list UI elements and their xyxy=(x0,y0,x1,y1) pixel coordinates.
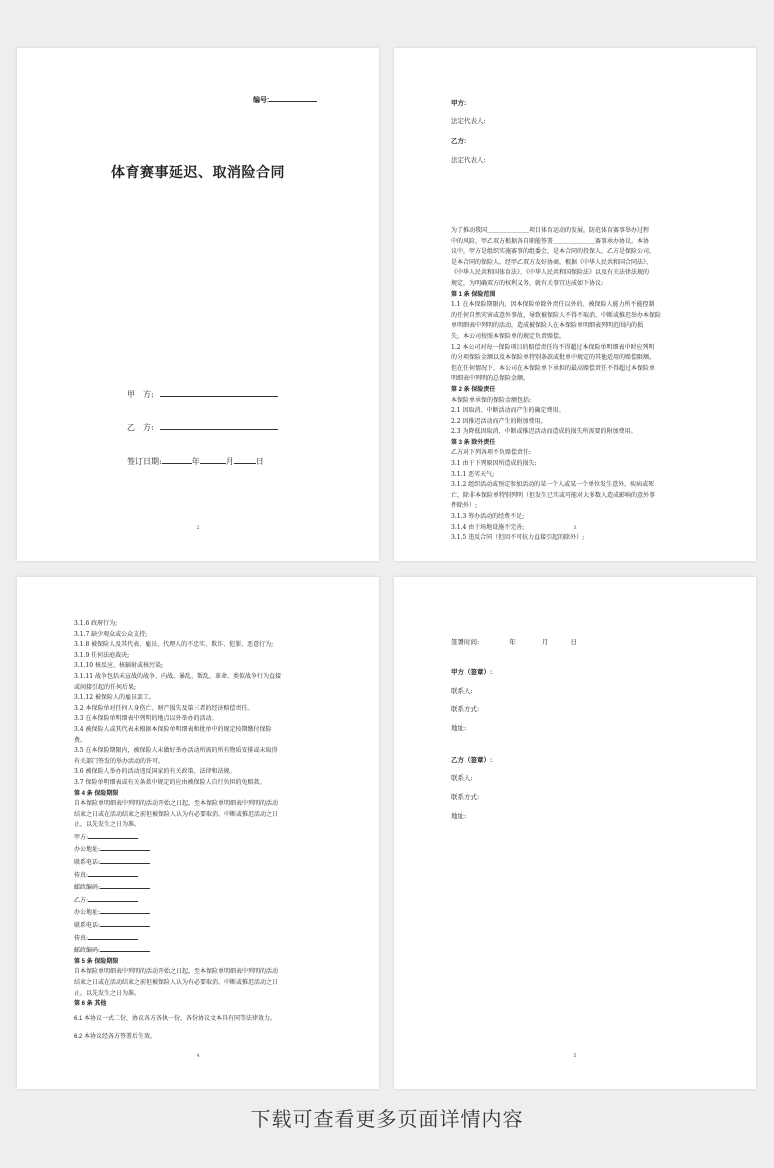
sign-time-field xyxy=(451,637,577,646)
contact-field xyxy=(74,831,364,844)
text-line: 6.1 本协议一式二份，协议各方各执一份，各份协议文本具有同等法律效力。 xyxy=(74,1015,277,1022)
contact-field xyxy=(74,919,364,932)
text-line: 但在任何情况下，本公司在本保险单下承担的最高赔偿责任不得超过本保险单 xyxy=(451,364,656,372)
contact-field xyxy=(74,869,364,882)
field-blank xyxy=(100,919,150,927)
text-line: 亡，除非本保险单特别列明（但发生已实或可能对大多数人造成影响的意外事 xyxy=(451,491,656,499)
contract-title: 体育赛事延迟、取消险合同 xyxy=(111,165,285,181)
contact-field xyxy=(74,894,364,907)
text-line: 3.1.8 被保险人及其代表、雇员、代理人的不忠实、欺诈、犯罪、恶意行为; xyxy=(74,641,274,649)
cover-party-b-blank xyxy=(160,422,278,430)
field-blank xyxy=(88,894,138,902)
text-line: 结束之日或在活动结束之前但被保险人认为有必要取消、中断或推迟活动之日 xyxy=(74,979,279,986)
legal-rep-label: 法定代表人: xyxy=(451,156,486,164)
text-line: 有关部门签发的举办活动的许可。 xyxy=(74,757,165,765)
text-line: 2.1 因取消、中断活动而产生的确定费用。 xyxy=(451,407,565,415)
text-line: 自本保险单明细表中列明的活动开始之日起，至本保险单明细表中列明的活动 xyxy=(74,800,279,808)
cover-sign-date xyxy=(127,456,264,467)
sign-time-label: 签署时间: xyxy=(451,638,480,646)
contact-field xyxy=(74,944,364,957)
contact-label: 联系电话: xyxy=(74,859,101,867)
text-line: 1.1 在本保险期限内，因本保险单除外责任以外的、被保险人能力所不能控制 xyxy=(451,301,655,309)
text-line: 3.6 被保险人举办的活动违反国家的有关政策、法律和法规。 xyxy=(74,768,236,776)
contract-page-4 xyxy=(17,577,379,1089)
text-line: 止，以先发生之日为准。 xyxy=(74,989,141,997)
contact-field xyxy=(74,843,364,856)
text-line: 3.1.3 筹办活动的经费不足; xyxy=(451,513,525,521)
cover-party-a-blank xyxy=(160,389,278,397)
text-line: 本保险单承保的保险金额包括: xyxy=(451,396,532,404)
text-line: 3.4 被保险人或其代表未根据本保险单明细表和批单中的规定按期缴付保险 xyxy=(74,725,272,733)
text-line: 3.1.9 任何法庭裁决; xyxy=(74,651,130,659)
text-line: 《中华人民共和国体育法》、《中华人民共和国保险法》以及有关法律法规的 xyxy=(451,269,650,277)
contract-body-text xyxy=(451,226,741,544)
contact-field xyxy=(74,906,364,919)
text-line: 结束之日或在活动结束之前但被保险人认为有必要取消、中断或推迟活动之日 xyxy=(74,810,279,818)
contract-number-label: 编号: xyxy=(253,97,270,104)
contract-number-field xyxy=(253,94,317,105)
article-heading: 第 4 条 保险期限 xyxy=(74,790,119,797)
text-line: 3.1.6 政府行为; xyxy=(74,620,118,627)
contact-label: 传真: xyxy=(74,871,89,879)
contact-field xyxy=(74,856,364,869)
article-heading: 第 2 条 保险责任 xyxy=(451,386,496,393)
text-line: 3.1.1 恶劣天气; xyxy=(451,470,495,478)
contact-label: 邮政编码: xyxy=(74,884,101,892)
year-label: 年 xyxy=(191,457,200,466)
text-line: 3.1.7 缺少观众或公众支持; xyxy=(74,630,148,638)
text-line: 3.2 本保险单对任何人身伤亡、财产损失及第三者的经济赔偿责任。 xyxy=(74,704,254,712)
field-blank xyxy=(88,831,138,839)
contact-method-label: 联系方式: xyxy=(451,705,480,713)
download-more-banner[interactable]: 下载可查看更多页面详情内容 xyxy=(250,1107,524,1131)
contract-body-text xyxy=(74,619,364,1043)
article-heading: 第 6 条 其他 xyxy=(74,1001,107,1008)
address-label: 地址: xyxy=(451,812,467,820)
contact-label: 邮政编码: xyxy=(74,947,101,955)
page-number: 4 xyxy=(196,1053,200,1059)
text-line: 3.1.12 被保险人的雇员罢工。 xyxy=(74,694,155,702)
text-line: 的任何自然灾害或意外事故，导致被保险人不得不取消、中断或推迟举办本保险 xyxy=(451,311,662,319)
text-line: 3.7 保险单明细表或有关条款中规定的应由被保险人自行负担的免赔款。 xyxy=(74,778,266,786)
text-line: 中的风险，甲乙双方根据各自职能签署＿＿＿＿＿＿＿赛事承办协议。本协 xyxy=(451,237,650,245)
contact-label: 甲方: xyxy=(74,833,89,841)
text-line: 为了推动我国＿＿＿＿＿＿＿项目体育运动的发展，防范体育赛事举办过程 xyxy=(451,227,650,234)
contact-person-label: 联系人: xyxy=(451,687,473,695)
text-line: 的分项保险金额以及本保险单特别条款或批单中规定的其他适用的赔偿限额。 xyxy=(451,354,656,362)
contract-page-3 xyxy=(394,48,756,561)
article-heading: 第 1 条 保险范围 xyxy=(451,291,496,298)
party-b-label: 乙方: xyxy=(451,138,467,145)
contract-page-cover xyxy=(17,48,379,561)
text-line: 是本合同的保险人。经甲乙双方友好协商，根据《中华人民共和国合同法》、 xyxy=(451,258,653,266)
cover-party-b xyxy=(127,422,278,433)
field-blank xyxy=(88,869,138,877)
field-blank xyxy=(100,906,150,914)
field-blank xyxy=(88,932,138,940)
contact-field xyxy=(74,932,364,945)
contact-label: 办公地址: xyxy=(74,846,101,854)
article-heading: 第 5 条 保险期限 xyxy=(74,958,119,965)
day-blank xyxy=(234,456,256,464)
text-line: 议中，甲方是组织实施赛事的组委会，是本合同的投保人，乙方是保险公司， xyxy=(451,248,656,256)
text-line: 止，以先发生之日为准。 xyxy=(74,821,141,829)
contract-page-5 xyxy=(394,577,756,1089)
contact-method-label: 联系方式: xyxy=(451,793,480,801)
article-heading: 第 3 条 除外责任 xyxy=(451,439,496,446)
text-line: 规定，为明确双方的权利义务，就有关事宜达成如下协议: xyxy=(451,279,604,287)
text-line: 或间接引起的任何后果; xyxy=(74,683,137,691)
party-a-label: 甲方: xyxy=(451,100,467,107)
cover-party-a xyxy=(127,389,278,400)
contact-label: 办公地址: xyxy=(74,909,101,917)
month-label: 月 xyxy=(541,638,549,646)
month-label: 月 xyxy=(225,457,234,466)
text-line: 3.1.4 由于场地设施不完善; xyxy=(451,523,525,531)
contact-field xyxy=(74,881,364,894)
contact-label: 联系电话: xyxy=(74,922,101,930)
text-line: 3.5 在本保险期限内，被保险人未做好举办活动所需的所有物质安排或未取得 xyxy=(74,747,278,755)
contact-person-label: 联系人: xyxy=(451,774,473,782)
contract-number-blank xyxy=(269,94,317,102)
text-line: 费。 xyxy=(74,736,87,744)
contact-label: 乙方: xyxy=(74,896,89,904)
party-b-signature-label: 乙方（签章）: xyxy=(451,757,493,764)
day-label: 日 xyxy=(570,638,577,646)
month-blank xyxy=(200,456,226,464)
text-line: 1.2 本公司对每一保险项目的赔偿责任均不得超过本保险单明细表中时应列明 xyxy=(451,343,655,351)
text-line: 2.3 为降低因取消、中断或推迟活动而造成的损失所需要的附加费用。 xyxy=(451,428,637,436)
text-line: 3.1.5 违反合同（但因不可抗力直接引起的除外）; xyxy=(451,534,585,542)
year-label: 年 xyxy=(509,638,516,646)
text-line: 3.1.10 核反应、核辐射或核污染; xyxy=(74,662,164,670)
text-line: 失，本公司按照本保险单的规定负责赔偿。 xyxy=(451,332,566,340)
text-line: 自本保险单明细表中列明的活动开始之日起，至本保险单明细表中列明的活动 xyxy=(74,968,279,976)
contact-label: 传真: xyxy=(74,934,89,942)
text-line: 2.2 因推迟活动而产生的附加费用。 xyxy=(451,417,547,425)
text-line: 件除外）; xyxy=(451,502,478,510)
field-blank xyxy=(100,856,150,864)
party-a-signature-label: 甲方（签章）: xyxy=(451,669,493,676)
text-line: 3.1.11 战争包括未宣战的战争、内战、暴乱、叛乱、革命、类似战争行为直接 xyxy=(74,672,281,680)
text-line: 3.3 在本保险单明细表中列明的地点以外举办的活动。 xyxy=(74,715,218,723)
text-line: 6.2 本协议经各方签署后生效。 xyxy=(74,1034,157,1041)
page-number: 5 xyxy=(573,1053,577,1059)
page-number: 2 xyxy=(196,525,200,531)
year-blank xyxy=(162,456,192,464)
page-number: 3 xyxy=(573,525,577,531)
text-line: 3.1 由于下列原因所造成的损失: xyxy=(451,460,537,468)
field-blank xyxy=(100,843,150,851)
text-line: 单明细表中列明的活动，造成被保险人在本保险单明细表列明范围内的损 xyxy=(451,322,644,330)
legal-rep-label: 法定代表人: xyxy=(451,117,486,125)
cover-party-a-label: 甲 方: xyxy=(127,390,154,399)
cover-party-b-label: 乙 方: xyxy=(127,423,154,432)
field-blank xyxy=(100,944,150,952)
text-line: 明细表中列明的总保险金额。 xyxy=(451,375,530,383)
day-label: 日 xyxy=(255,457,264,466)
address-label: 地址: xyxy=(451,724,467,732)
sign-date-label: 签订日期: xyxy=(127,457,162,466)
text-line: 乙方对下列各项不负赔偿责任: xyxy=(451,449,532,457)
text-line: 3.1.2 组织活动或预定参加活动的某一个人或某一个单位发生意外、疾病或死 xyxy=(451,481,655,489)
field-blank xyxy=(100,881,150,889)
